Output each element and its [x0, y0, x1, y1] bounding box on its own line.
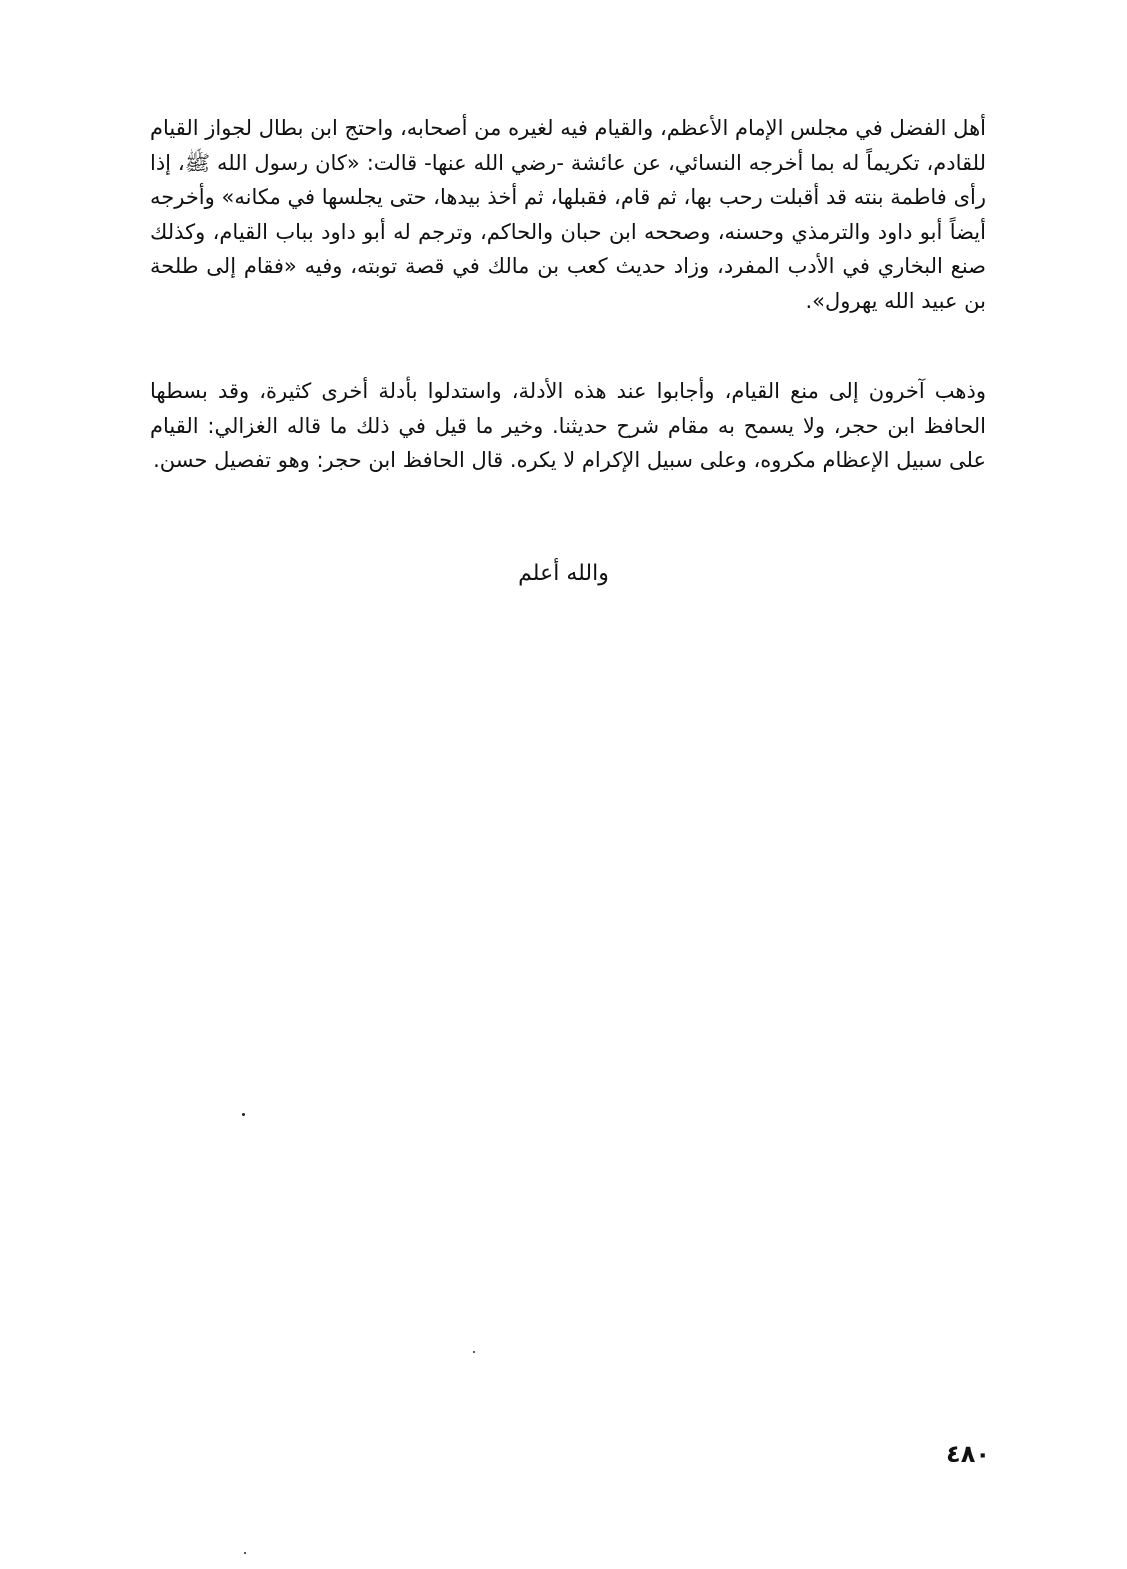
scan-speck [242, 1113, 245, 1116]
scan-speck [473, 1351, 475, 1353]
page-number: ٤٨٠ [946, 1440, 990, 1468]
scan-speck [244, 1552, 246, 1554]
closing-phrase: والله أعلم [518, 561, 609, 586]
body-paragraph-1: أهل الفضل في مجلس الإمام الأعظم، والقيام فيه لغيره من أصحابه، واحتج ابن بطال لجواز القيام للقادم، تكريماً له بما أخرجه النسائي، عن عائشة -رضي الله عنها- قالت: «كان رسول الله ﷺ، إذا رأى فاطمة بنته قد أقبلت رحب بها، ثم قام، فقبلها، ثم أخذ بيدها، حتى يجلسها في مكانه» وأخرجه أيضاً أبو داود والترمذي وحسنه، وصححه ابن حبان والحاكم، وترجم له أبو داود بباب القيام، وكذلك صنع البخاري في الأدب المفرد، وزاد حديث كعب بن مالك في قصة توبته، وفيه «فقام إلى طلحة بن عبيد الله يهرول». [150, 116, 986, 313]
body-paragraph-2: وذهب آخرون إلى منع القيام، وأجابوا عند هذه الأدلة، واستدلوا بأدلة أخرى كثيرة، وقد بسطها الحافظ ابن حجر، ولا يسمح به مقام شرح حديثنا. وخير ما قيل في ذلك ما قاله الغزالي: القيام على سبيل الإعظام مكروه، وعلى سبيل الإكرام لا يكره. قال الحافظ ابن حجر: وهو تفصيل حسن. [150, 379, 986, 472]
